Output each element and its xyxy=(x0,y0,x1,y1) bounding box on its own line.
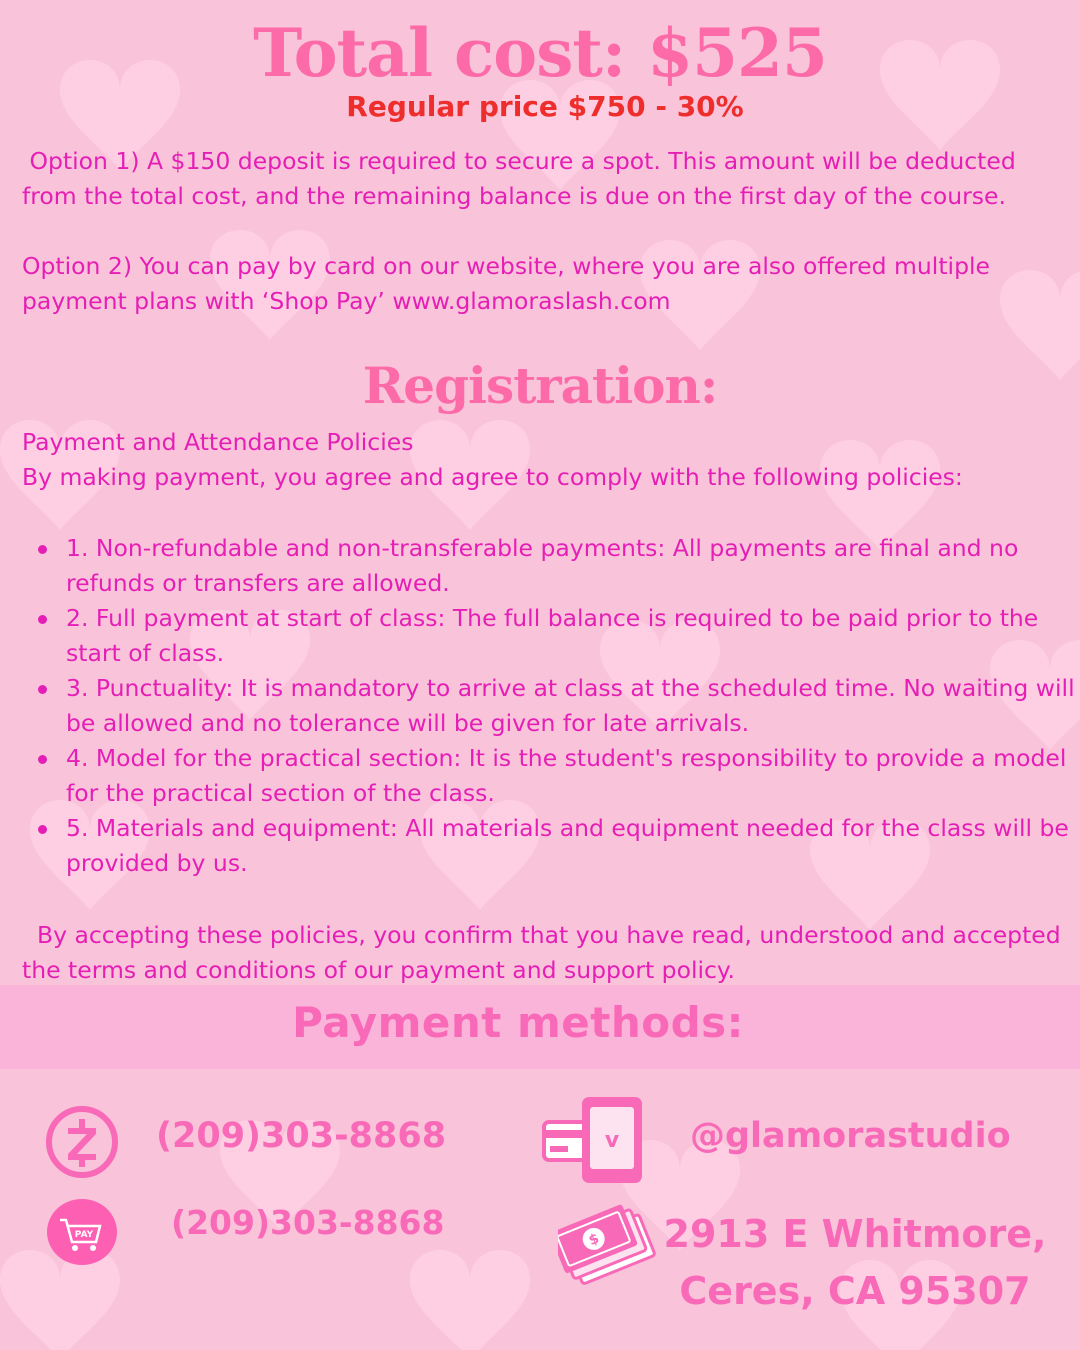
registration-title: Registration: xyxy=(362,356,718,415)
venmo-letter: v xyxy=(604,1128,620,1153)
venmo-phone-icon xyxy=(542,1094,646,1186)
bullet-icon xyxy=(38,545,47,554)
closing-statement: By accepting these policies, you confirm that you have read, understood and accepted the terms and conditions of our payment and support policy. xyxy=(22,921,1069,984)
regular-price-subtitle: Regular price $750 - 30% xyxy=(346,90,744,123)
policy-text: 3. Punctuality: It is mandatory to arrive at class at the scheduled time. No waiting will be allowed and no tolerance will be given for late arrivals. xyxy=(66,674,1075,737)
bullet-icon xyxy=(38,685,47,694)
cash-icon xyxy=(558,1198,658,1292)
apple-pay-badge-text: PAY xyxy=(74,1230,94,1240)
venmo-handle: @glamorastudio xyxy=(690,1116,1011,1156)
zelle-phone-number: (209)303-8868 xyxy=(156,1116,447,1156)
bullet-icon xyxy=(38,615,47,624)
policies-heading: Payment and Attendance Policies xyxy=(22,428,414,456)
policy-text: 4. Model for the practical section: It is the student's responsibility to provide a model for the practical section of the class. xyxy=(66,744,1067,807)
option-1-text: Option 1) A $150 deposit is required to secure a spot. This amount will be deducted from the total cost, and the remaining balance is due on the first day of the course. xyxy=(22,147,1024,210)
option-2-text: Option 2) You can pay by card on our website, where you are also offered multiple payment plans with ‘Shop Pay’ www.glamoraslash.com xyxy=(22,252,998,315)
bullet-icon xyxy=(38,755,47,764)
policy-item xyxy=(32,601,1078,671)
studio-address xyxy=(660,1206,1050,1320)
apple-pay-phone-number: (209)303-8868 xyxy=(171,1203,445,1242)
svg-text:$: $ xyxy=(586,1230,602,1250)
policy-item xyxy=(32,741,1078,811)
apple-pay-cart-icon xyxy=(46,1198,118,1266)
policy-item xyxy=(32,531,1078,601)
payment-methods-title: Payment methods: xyxy=(292,998,744,1047)
policies-list xyxy=(32,531,1078,881)
address-line-1: 2913 E Whitmore, xyxy=(663,1212,1047,1256)
policy-text: 5. Materials and equipment: All materials and equipment needed for the class will be provided by us. xyxy=(66,814,1069,877)
total-cost-title: Total cost: $525 xyxy=(253,14,827,92)
policy-text: 2. Full payment at start of class: The full balance is required to be paid prior to the start of class. xyxy=(66,604,1039,667)
zelle-icon xyxy=(44,1104,120,1180)
policy-item xyxy=(32,671,1078,741)
policy-item xyxy=(32,811,1078,881)
policies-intro: By making payment, you agree and agree to comply with the following policies: xyxy=(22,463,963,491)
address-line-2: Ceres, CA 95307 xyxy=(679,1269,1031,1313)
policy-text: 1. Non-refundable and non-transferable payments: All payments are final and no refunds or transfers are allowed. xyxy=(66,534,1019,597)
policies-header xyxy=(22,425,1072,495)
bullet-icon xyxy=(38,825,47,834)
